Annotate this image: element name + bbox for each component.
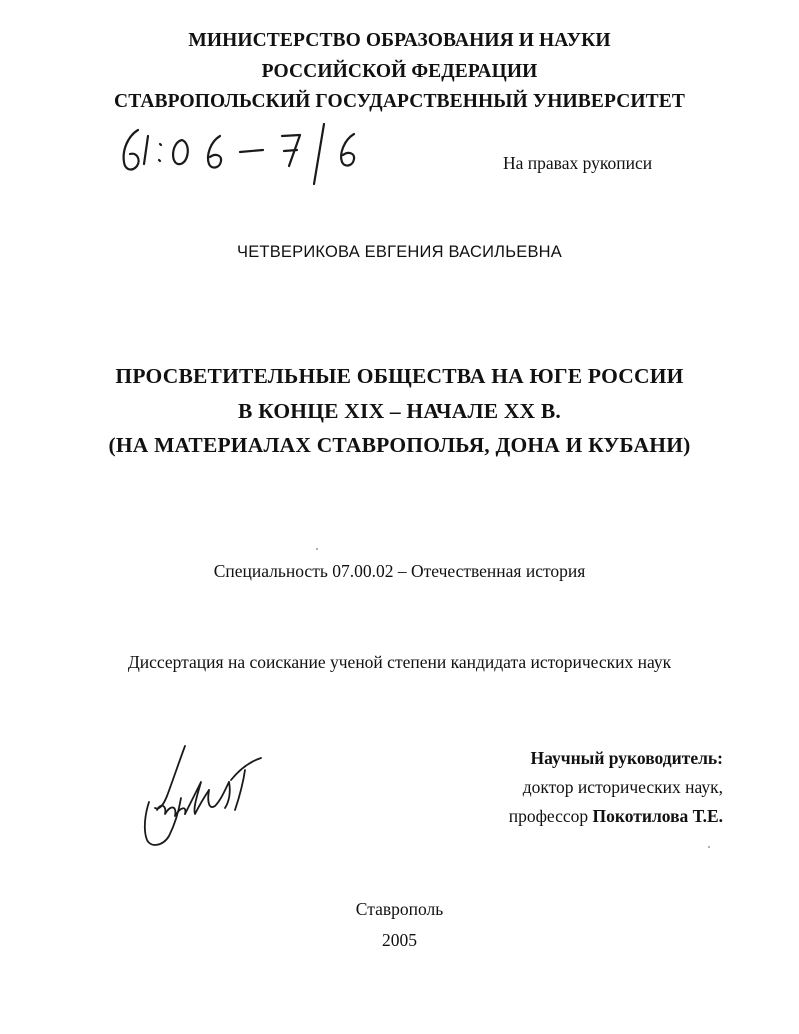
ministry-line: МИНИСТЕРСТВО ОБРАЗОВАНИЯ И НАУКИ (188, 30, 611, 51)
advisor-name: Покотилова Т.Е. (592, 806, 723, 826)
advisor-title: профессор (508, 806, 589, 826)
scan-speck (708, 846, 710, 848)
advisor-name-line (509, 806, 723, 827)
handwritten-signature (135, 740, 270, 855)
title-line-3: (НА МАТЕРИАЛАХ СТАВРОПОЛЬЯ, ДОНА И КУБАНИ) (108, 433, 691, 457)
federation-line: РОССИЙСКОЙ ФЕДЕРАЦИИ (261, 61, 538, 82)
degree-line: Диссертация на соискание ученой степени кандидата исторических наук (127, 652, 672, 672)
scan-speck (316, 548, 318, 550)
handwritten-archive-code (110, 118, 380, 198)
advisor-label: Научный руководитель: (530, 748, 723, 768)
year: 2005 (382, 930, 417, 950)
advisor-degree: доктор исторических наук, (522, 777, 723, 797)
city: Ставрополь (355, 899, 444, 919)
university-line: СТАВРОПОЛЬСКИЙ ГОСУДАРСТВЕННЫЙ УНИВЕРСИТЕТ (114, 91, 685, 112)
title-line-1: ПРОСВЕТИТЕЛЬНЫЕ ОБЩЕСТВА НА ЮГЕ РОССИИ (115, 364, 684, 388)
rights-note: На правах рукописи (503, 153, 653, 173)
title-line-2: В КОНЦЕ XIX – НАЧАЛЕ XX В. (238, 399, 561, 423)
specialty-line: Специальность 07.00.02 – Отечественная история (213, 561, 586, 581)
author-name: ЧЕТВЕРИКОВА ЕВГЕНИЯ ВАСИЛЬЕВНА (237, 243, 562, 261)
